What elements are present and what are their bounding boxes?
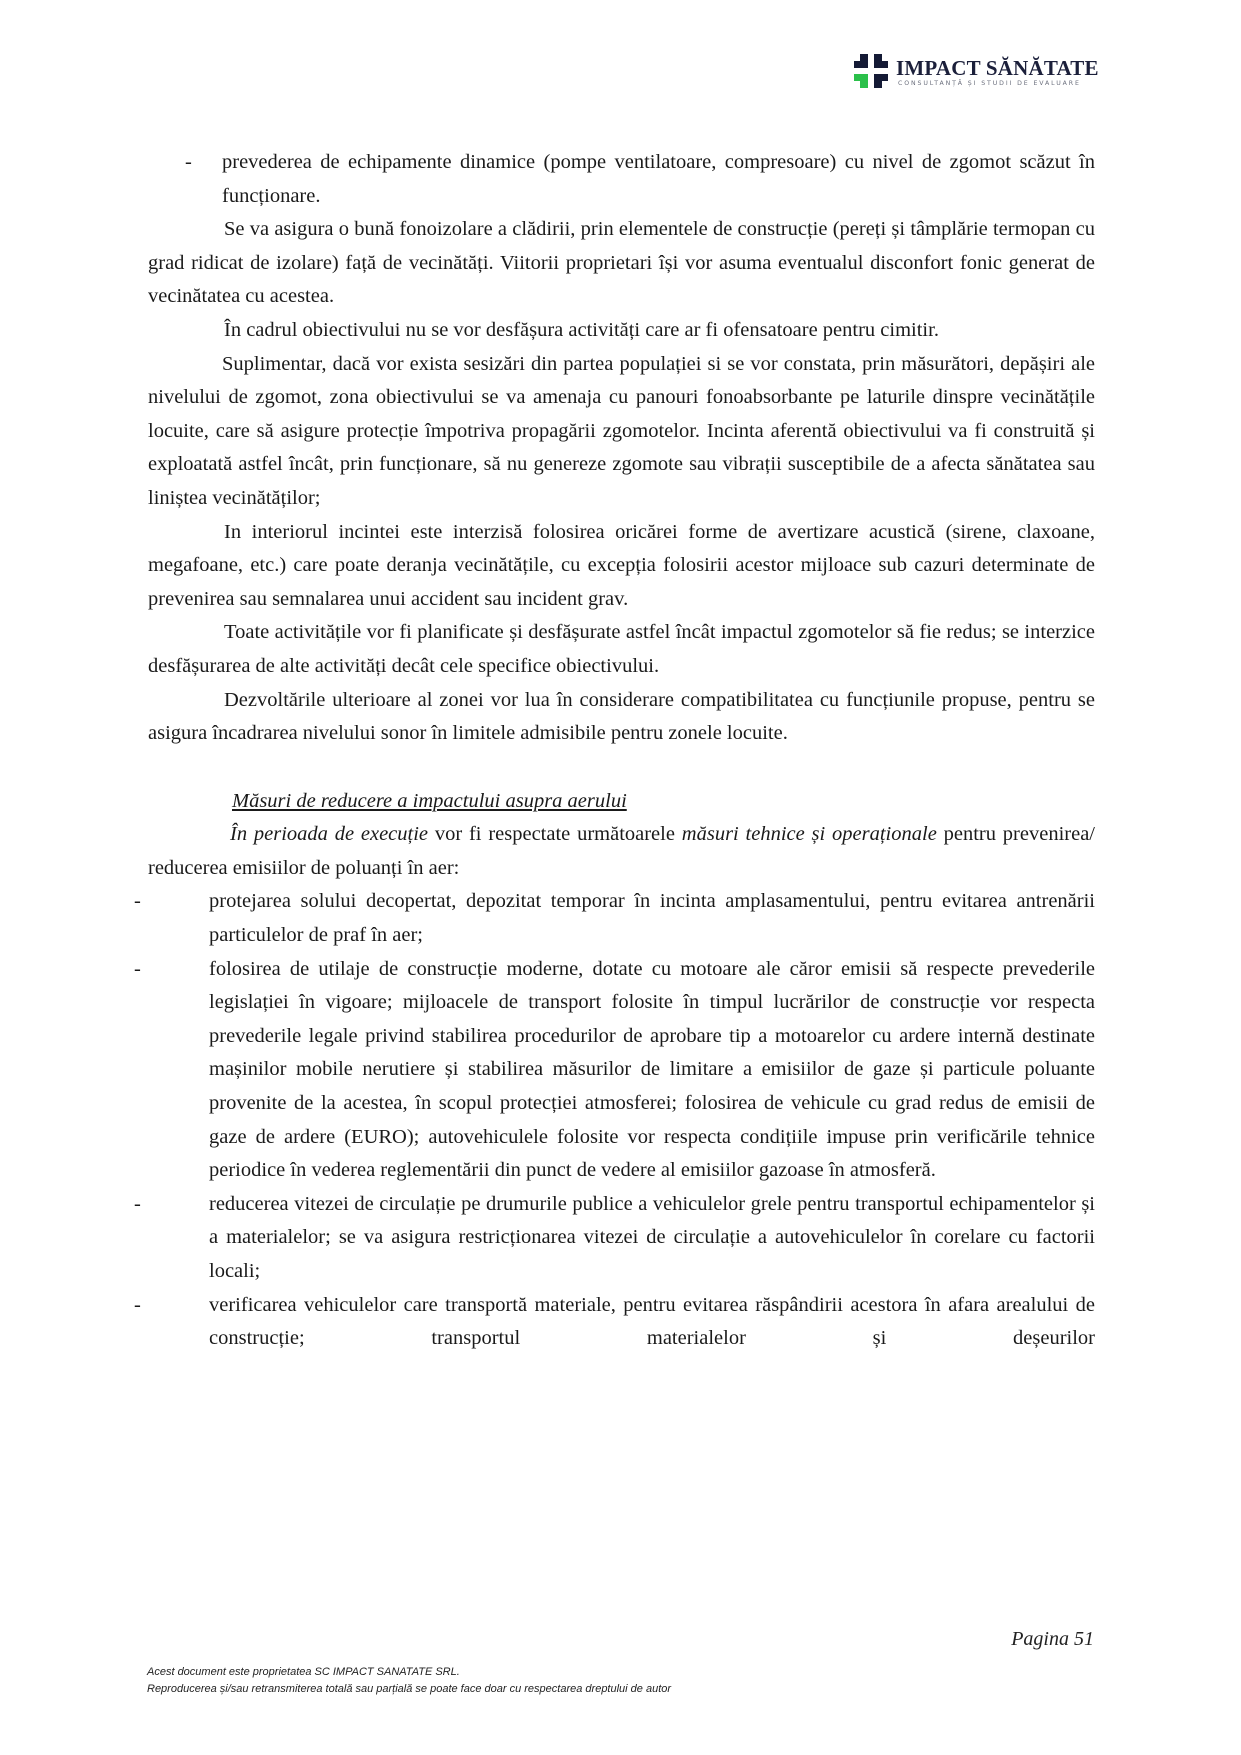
paragraph: In interiorul incintei este interzisă folosirea oricărei forme de avertizare acustică (sirene, claxoane, megafoane, etc.) care poate deranja vecinătățile, cu excepția folosirii acestor mijloace sub cazuri determinate de prevenirea sau semnalarea unui accident sau incident grav.: [148, 520, 1095, 610]
paragraph: În cadrul obiectivului nu se vor desfășura activități care ar fi ofensatoare pentru cimitir.: [224, 318, 939, 341]
paragraph: Suplimentar, dacă vor exista sesizări din partea populației si se vor constata, prin măsurători, depășiri ale nivelului de zgomot, zona obiectivului se va amenaja cu panouri fonoabsorbante pe laturile dinspre vecinătățile locuite, care să asigure protecție împotriva propagării zgomotelor. Incinta aferentă obiectivului va fi construită și exploatată astfel încât, prin funcționare, să nu genereze zgomote sau vibrații susceptibile de a afecta sănătatea sau liniștea vecinătăților;: [148, 352, 1095, 509]
paragraph: Toate activitățile vor fi planificate și desfășurate astfel încât impactul zgomotelor să fie redus; se interzice desfășurarea de alte activități decât cele specifice obiectivului.: [148, 621, 1095, 677]
footer-copyright: Reproducerea și/sau retransmiterea totală sau parțială se poate face doar cu respectarea dreptului de autor: [147, 1682, 672, 1695]
list-item-text: protejarea solului decopertat, depozitat temporar în incinta amplasamentului, pentru evitarea antrenării particulelor de praf în aer;: [209, 890, 1095, 947]
list-item: [134, 953, 1095, 1188]
paragraph: Se va asigura o bună fonoizolare a clădirii, prin elementele de construcție (pereți și tâmplărie termopan cu grad ridicat de izolare) față de vecinătăți. Viitorii proprietari își vor asuma eventualul disconfort fonic generat de vecinătatea cu acestea.: [148, 218, 1095, 308]
list-item-text: folosirea de utilaje de construcție moderne, dotate cu motoare ale căror emisii să respecte prevederile legislației în vigoare; mijloacele de transport folosite în timpul lucrărilor de construcție vor respecta prevederile legale privind stabilirea procedurilor de aprobare tip a motoarelor cu ardere internă destinate mașinilor mobile nerutiere și stabilirea măsurilor de limitare a emisiilor de gaze și particule poluante provenite de la acestea, în scopul protecției atmosferei; folosirea de vehicule cu grad redus de emisii de gaze de ardere (EURO); autovehiculele folosite vor respecta condițiile impuse prin verificările tehnice periodice în vederea reglementării din punct de vedere al emisiilor gazoase în atmosferă.: [209, 957, 1095, 1182]
intro-text: vor fi respectate următoarele: [428, 823, 682, 846]
paragraph: Dezvoltările ulterioare al zonei vor lua în considerare compatibilitatea cu funcțiunile propuse, pentru se asigura încadrarea nivelului sonor în limitele admisibile pentru zonele locuite.: [148, 688, 1095, 745]
bullet-dash: -: [134, 957, 141, 980]
bullet-dash: -: [134, 1192, 141, 1215]
section-intro: [148, 818, 1095, 885]
logo-title: IMPACT SĂNĂTATE: [896, 56, 1099, 80]
plus-cross-icon: [852, 52, 890, 90]
list-item-text: reducerea vitezei de circulație pe drumurile publice a vehiculelor grele pentru transportul echipamentelor și a materialelor; se va asigura restricționarea vitezei de circulație a autovehiculelor în corelare cu factorii locali;: [209, 1192, 1095, 1282]
page-number: Pagina 51: [1011, 1628, 1094, 1650]
footer: [147, 1664, 671, 1697]
section-heading: [148, 785, 1095, 819]
list-item-text: prevederea de echipamente dinamice (pompe ventilatoare, compresoare) cu nivel de zgomot scăzut în funcționare.: [222, 151, 1095, 207]
section-heading-text: Măsuri de reducere a impactului asupra aerului: [232, 789, 627, 812]
list-item: [134, 1289, 1095, 1356]
logo-subtitle: CONSULTANȚĂ ȘI STUDII DE EVALUARE: [898, 80, 1081, 87]
measures-list: [134, 885, 1095, 1355]
list-item: [148, 146, 1095, 213]
list-item-text: verificarea vehiculelor care transportă materiale, pentru evitarea răspândirii acestora în afara arealului de construcție; transportul materialelor și deșeurilor: [209, 1293, 1095, 1350]
list-item: [134, 885, 1095, 952]
company-logo: [852, 52, 1099, 92]
spacer: [148, 751, 1095, 785]
bullet-dash: -: [134, 890, 141, 913]
intro-emphasis: În perioada de execuție: [230, 823, 429, 846]
footer-ownership: Acest document este proprietatea SC IMPACT SANATATE SRL.: [147, 1666, 460, 1678]
bullet-dash: -: [134, 1293, 141, 1316]
list-item: [134, 1188, 1095, 1289]
intro-text: pentru prevenirea/ reducerea emisiilor de poluanți în aer:: [148, 823, 1095, 879]
document-body: [134, 146, 1095, 1356]
bullet-dash: -: [185, 151, 192, 173]
intro-emphasis: măsuri tehnice și operaționale: [681, 823, 937, 846]
